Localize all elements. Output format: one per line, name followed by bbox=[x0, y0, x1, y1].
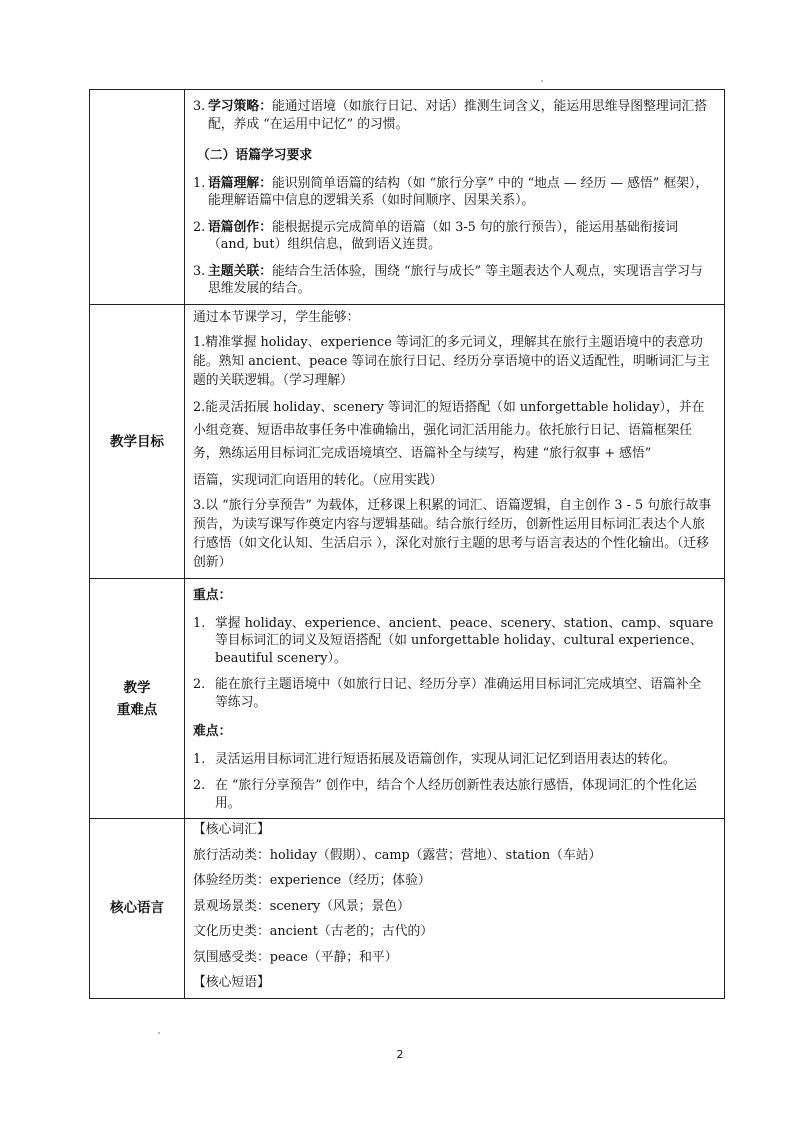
keypoints-cell bbox=[185, 579, 725, 819]
vocab-line: 景观场景类：scenery（风景；景色） bbox=[193, 898, 410, 914]
vocab-line: 旅行活动类：holiday（假期）、camp（露营；营地）、station（车站） bbox=[193, 847, 602, 863]
item-lead: 语篇创作： bbox=[208, 219, 272, 235]
difficulty-item bbox=[193, 777, 714, 812]
item-body bbox=[208, 98, 714, 133]
core-language-label: 核心语言 bbox=[90, 819, 185, 999]
discourse-heading: （二）语篇学习要求 bbox=[197, 148, 313, 163]
objectives-cell bbox=[185, 305, 725, 579]
scan-dot bbox=[158, 1032, 160, 1034]
item-number: 2. bbox=[193, 677, 206, 692]
vocab-heading: 【核心词汇】 bbox=[193, 822, 270, 837]
discourse-item bbox=[193, 263, 714, 298]
item-number: 2. bbox=[193, 219, 206, 235]
vocab-line: 体验经历类：experience（经历；体验） bbox=[193, 873, 431, 888]
item-text: 能根据提示完成简单的语篇（如 3-5 句的旅行预告），能运用基础衔接词（and, but）组织信息，做到语义连贯。 bbox=[208, 219, 679, 252]
keypoints-row bbox=[90, 579, 725, 819]
item-text: 能通过语境（如旅行日记、对话）推测生词含义，能运用思维导图整理词汇搭配，养成 “在运用中记忆” 的习惯。 bbox=[208, 99, 708, 132]
scan-dot bbox=[541, 80, 543, 82]
objective-3: 3.以 “旅行分享预告” 为载体，迁移课上积累的词汇、语篇逻辑，自主创作 3 - 5 句旅行故事预告，为读写课写作奠定内容与逻辑基础。结合旅行经历，创新性运用目标词汇表达个人旅行感悟（如文化认知、生活启示 ），深化对旅行主题的思考与语言表达的个性化输出。（迁移创新） bbox=[193, 498, 712, 570]
item-body bbox=[208, 175, 714, 210]
core-language-row bbox=[90, 819, 725, 999]
item-text: 能结合生活体验，围绕 “旅行与成长” 等主题表达个人观点，实现语言学习与思维发展的结合。 bbox=[208, 263, 703, 296]
item-text: 灵活运用目标词汇进行短语拓展及语篇创作，实现从词汇记忆到语用表达的转化。 bbox=[215, 751, 676, 767]
key-heading: 重点： bbox=[193, 588, 232, 603]
discourse-item bbox=[193, 175, 714, 210]
item-text: 在 “旅行分享预告” 创作中，结合个人经历创新性表达旅行感悟，体现词汇的个性化运用。 bbox=[215, 778, 697, 811]
lesson-plan-table bbox=[89, 89, 725, 999]
strategy-item bbox=[193, 98, 714, 133]
vocab-line: 氛围感受类：peace（平静；和平） bbox=[193, 949, 398, 965]
item-lead: 语篇理解： bbox=[208, 175, 272, 191]
item-body bbox=[208, 219, 714, 254]
empty-label-cell bbox=[90, 90, 185, 305]
objective-2: 2.能灵活拓展 holiday、scenery 等词汇的短语搭配（如 unforgettable holiday），并在小组竞赛、短语串故事任务中准确输出，强化词汇活用能力。依托旅行日记、语篇框架任务，熟练运用目标词汇完成语境填空、语篇补全与续写，构建 “旅行叙事 + 感悟” bbox=[193, 400, 705, 461]
objectives-label: 教学目标 bbox=[90, 305, 185, 579]
key-item bbox=[193, 615, 714, 668]
item-number: 1. bbox=[193, 615, 206, 631]
item-number: 2. bbox=[193, 778, 206, 793]
item-text: 掌握 holiday、experience、ancient、peace、scenery、station、camp、square 等目标词汇的词义及短语搭配（如 unforgettable holiday、cultural experience、beautiful scenery）。 bbox=[215, 615, 714, 666]
objectives-row bbox=[90, 305, 725, 579]
phrase-heading: 【核心短语】 bbox=[193, 975, 270, 990]
objective-1: 1.精准掌握 holiday、experience 等词汇的多元词义，理解其在旅行主题语境中的表意功能。熟知 ancient、peace 等词在旅行日记、经历分享语境中的语义适配性，明晰词汇与主题的关联逻辑。（学习理解） bbox=[193, 335, 710, 388]
item-text: 能在旅行主题语境中（如旅行日记、经历分享）准确运用目标词汇完成填空、语篇补全等练习。 bbox=[215, 677, 702, 710]
item-text: 能识别简单语篇的结构（如 “旅行分享” 中的 “地点 — 经历 — 感悟” 框架），能理解语篇中信息的逻辑关系（如时间顺序、因果关系）。 bbox=[208, 175, 709, 208]
item-number: 3. bbox=[193, 263, 206, 279]
item-body bbox=[208, 263, 714, 298]
discourse-item bbox=[193, 219, 714, 254]
item-number: 3. bbox=[193, 99, 206, 114]
objective-2-continued: 语篇，实现词汇向语用的转化。（应用实践） bbox=[193, 473, 443, 488]
vocab-line: 文化历史类：ancient（古老的；古代的） bbox=[193, 924, 434, 939]
item-lead: 学习策略： bbox=[208, 99, 272, 114]
item-number: 1. bbox=[193, 751, 206, 767]
keypoints-label-line2: 重难点 bbox=[116, 701, 158, 718]
item-number: 1. bbox=[193, 175, 206, 191]
keypoints-label bbox=[90, 579, 185, 819]
core-language-cell bbox=[185, 819, 725, 999]
item-lead: 主题关联： bbox=[208, 263, 272, 279]
page-number: 2 bbox=[396, 1048, 404, 1061]
objectives-intro: 通过本节课学习，学生能够： bbox=[193, 310, 360, 325]
requirements-cell bbox=[185, 90, 725, 305]
key-item bbox=[193, 676, 714, 711]
difficulty-item bbox=[193, 751, 714, 769]
requirements-row bbox=[90, 90, 725, 305]
keypoints-label-line1: 教学 bbox=[123, 679, 151, 696]
difficulty-heading: 难点： bbox=[193, 724, 232, 739]
